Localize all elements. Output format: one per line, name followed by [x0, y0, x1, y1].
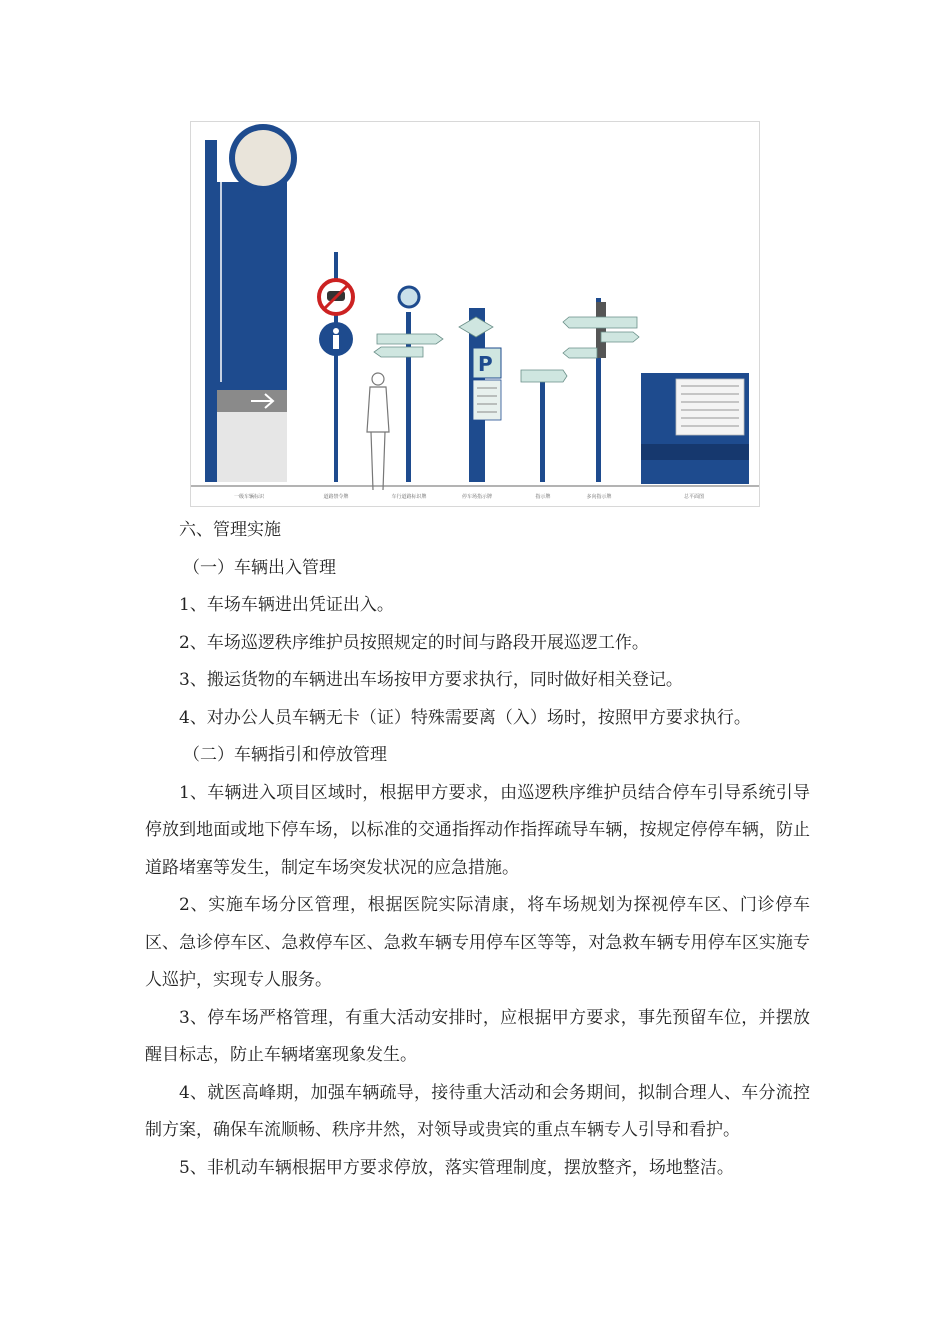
section-title: 六、管理实施 — [179, 520, 281, 540]
caption-label-2: 道路禁令牌 — [323, 494, 349, 500]
site-map-board-icon — [641, 373, 749, 484]
paragraph: 5、非机动车辆根据甲方要求停放，落实管理制度，摆放整齐，场地整洁。 — [179, 1157, 734, 1178]
caption-label-3: 车行道路标识牌 — [391, 494, 427, 500]
list-item: 1、车场车辆进出凭证出入。 — [179, 595, 394, 615]
caption-label-1: 一级车辆标识 — [233, 494, 265, 500]
caption-label-6: 多向指示牌 — [586, 494, 612, 500]
caption-label-4: 停车场指示牌 — [461, 494, 493, 500]
parking-sign-icon — [459, 308, 501, 482]
list-item: 3、搬运货物的车辆进出车场按甲方要求执行，同时做好相关登记。 — [179, 670, 683, 690]
prohibition-sign-icon — [319, 252, 353, 482]
svg-text:P: P — [478, 352, 493, 376]
subsection-title-2: （二）车辆指引和停放管理 — [183, 745, 387, 765]
list-item: 2、车场巡逻秩序维护员按照规定的时间与路段开展巡逻工作。 — [179, 632, 649, 653]
list-item: 4、对办公人员车辆无卡（证）特殊需要离（入）场时，按照甲方要求执行。 — [179, 707, 751, 728]
multi-direction-sign-icon — [563, 298, 639, 482]
paragraph: 4、就医高峰期，加强车辆疏导，接待重大活动和会务期间，拟制合理人、车分流控制方案，确保车流顺畅、秩序井然，对领导或贵宾的重点车辆专人引导和看护。 — [145, 1082, 810, 1140]
caption-label-5: 指示牌 — [535, 494, 551, 500]
paragraph: 3、停车场严格管理，有重大活动安排时，应根据甲方要求，事先预留车位，并摆放醒目标志，防止车辆堵塞现象发生。 — [145, 1007, 810, 1065]
indicator-sign-icon — [521, 370, 567, 482]
person-figure-icon — [367, 373, 389, 490]
pylon-sign-icon — [205, 124, 297, 482]
document-body — [145, 512, 810, 1187]
caption-label-7: 总平面图 — [683, 494, 705, 500]
paragraph: 2、实施车场分区管理，根据医院实际清康，将车场规划为探视停车区、门诊停车区、急诊停车区、急救停车区、急救车辆专用停车区等等，对急救车辆专用停车区实施专人巡护，实现专人服务。 — [145, 895, 810, 990]
signage-illustration — [190, 121, 760, 507]
subsection-title-1: （一）车辆出入管理 — [183, 557, 336, 578]
paragraph: 1、车辆进入项目区域时，根据甲方要求，由巡逻秩序维护员结合停车引导系统引导停放到地面或地下停车场，以标准的交通指挥动作指挥疏导车辆，按规定停停车辆，防止道路堵塞等发生，制定车场突发状况的应急措施。 — [145, 782, 810, 878]
